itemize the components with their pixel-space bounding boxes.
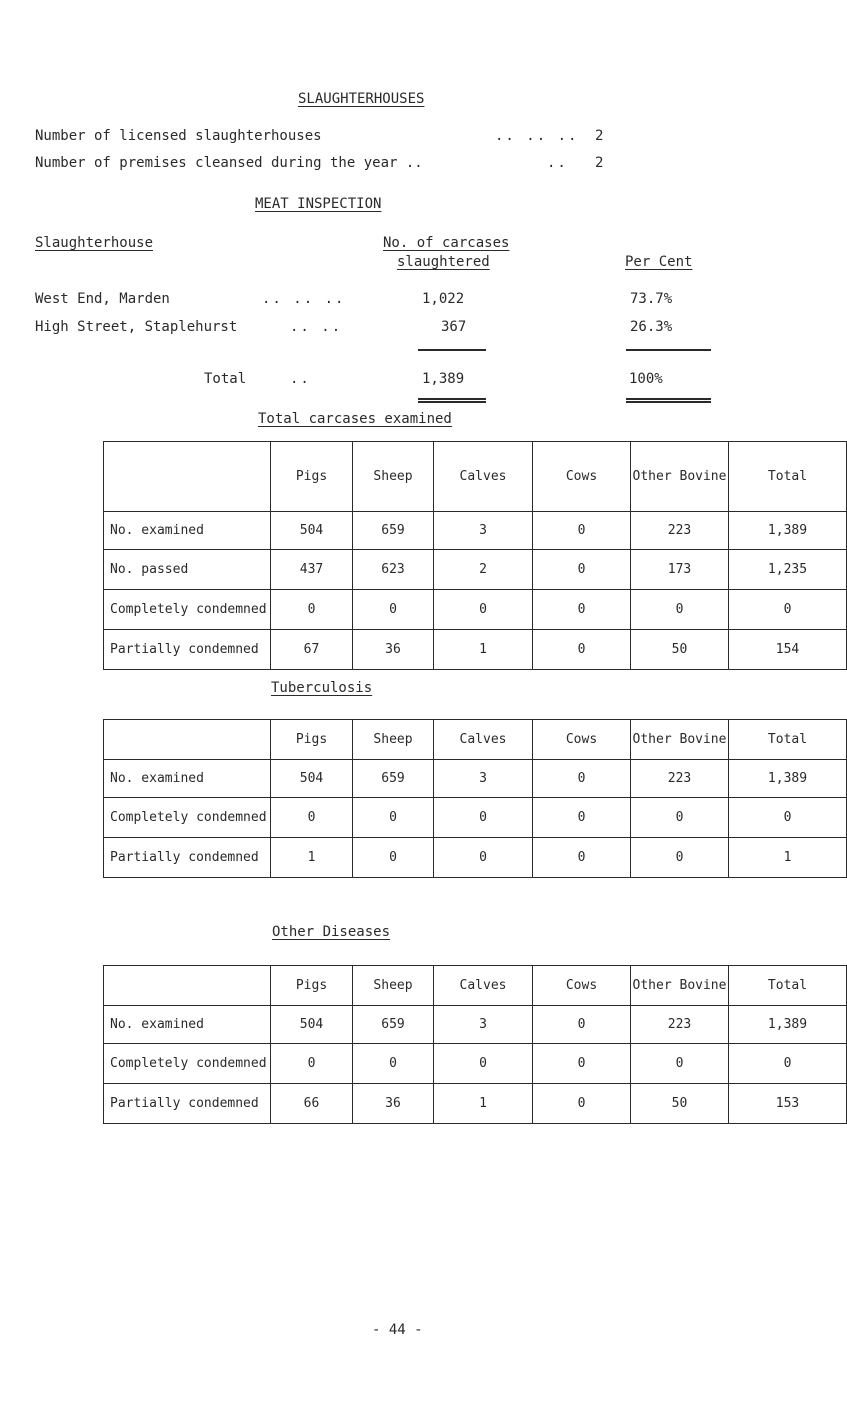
cell: 2 — [434, 550, 533, 590]
cell: 0 — [434, 590, 533, 630]
table-row — [104, 512, 847, 550]
row-label: No. examined — [104, 512, 271, 550]
header-slaughtered: slaughtered — [397, 254, 490, 270]
row-label: Completely condemned — [104, 1044, 271, 1084]
meat-inspection-title: MEAT INSPECTION — [255, 196, 382, 212]
col-header: Cows — [533, 442, 631, 512]
cell: 223 — [631, 1006, 729, 1044]
table-header-row — [104, 966, 847, 1006]
table-title: Other Diseases — [272, 924, 391, 940]
col-header: Other Bovine — [631, 720, 729, 760]
cell: 0 — [533, 798, 631, 838]
total-count: 1,389 — [422, 371, 465, 387]
col-header: Sheep — [353, 720, 434, 760]
slaughterhouse-name: West End, Marden — [35, 291, 170, 307]
subtotal-rule — [418, 349, 486, 351]
table-title: Tuberculosis — [271, 680, 373, 696]
slaughterhouse-name: High Street, Staplehurst — [35, 319, 238, 335]
cell: 0 — [631, 1044, 729, 1084]
cell: 0 — [533, 838, 631, 878]
col-header: Total — [729, 442, 847, 512]
col-header: Total — [729, 720, 847, 760]
cell: 0 — [631, 798, 729, 838]
cell: 0 — [533, 760, 631, 798]
total-double-rule — [626, 398, 711, 403]
page-number: - 44 - — [372, 1322, 423, 1338]
col-header: Pigs — [271, 966, 353, 1006]
cell: 67 — [271, 630, 353, 670]
col-header: Other Bovine — [631, 442, 729, 512]
cell: 1,389 — [729, 1006, 847, 1044]
header-per-cent: Per Cent — [625, 254, 693, 270]
carcase-count: 1,022 — [422, 291, 465, 307]
table-row — [104, 590, 847, 630]
cell: 1 — [434, 630, 533, 670]
col-header: Calves — [434, 442, 533, 512]
row-label: Partially condemned — [104, 1084, 271, 1124]
total-percent: 100% — [629, 371, 663, 387]
corner-cell — [104, 966, 271, 1006]
cell: 0 — [353, 798, 434, 838]
cell: 3 — [434, 760, 533, 798]
row-label: No. examined — [104, 760, 271, 798]
page-title: SLAUGHTERHOUSES — [298, 91, 425, 107]
col-header: Pigs — [271, 442, 353, 512]
col-header: Other Bovine — [631, 966, 729, 1006]
cell: 0 — [533, 590, 631, 630]
table-row — [104, 630, 847, 670]
cell: 223 — [631, 760, 729, 798]
carcases-examined-table — [103, 441, 847, 670]
cell: 1,235 — [729, 550, 847, 590]
summary-dots: .. .. .. — [495, 128, 579, 144]
total-dots: .. — [290, 371, 311, 387]
table-row — [104, 1084, 847, 1124]
cell: 0 — [729, 798, 847, 838]
cell: 0 — [631, 838, 729, 878]
cell: 0 — [434, 838, 533, 878]
cell: 50 — [631, 1084, 729, 1124]
cell: 0 — [729, 1044, 847, 1084]
corner-cell — [104, 720, 271, 760]
cell: 1 — [729, 838, 847, 878]
table-title: Total carcases examined — [258, 411, 452, 427]
row-dots: .. .. — [290, 319, 343, 335]
header-slaughterhouse: Slaughterhouse — [35, 235, 154, 251]
cell: 0 — [271, 798, 353, 838]
cell: 223 — [631, 512, 729, 550]
other-diseases-table — [103, 965, 847, 1124]
cell: 0 — [434, 798, 533, 838]
cell: 0 — [533, 1084, 631, 1124]
cell: 504 — [271, 760, 353, 798]
tuberculosis-table — [103, 719, 847, 878]
cell: 0 — [434, 1044, 533, 1084]
table-row — [104, 760, 847, 798]
percent-value: 73.7% — [630, 291, 673, 307]
corner-cell — [104, 442, 271, 512]
table-header-row — [104, 442, 847, 512]
cell: 3 — [434, 1006, 533, 1044]
table-row — [104, 798, 847, 838]
percent-value: 26.3% — [630, 319, 673, 335]
cell: 0 — [353, 590, 434, 630]
table-row — [104, 838, 847, 878]
subtotal-rule — [626, 349, 711, 351]
cell: 0 — [533, 512, 631, 550]
cell: 659 — [353, 760, 434, 798]
cell: 1 — [271, 838, 353, 878]
cell: 66 — [271, 1084, 353, 1124]
total-double-rule — [418, 398, 486, 403]
cell: 623 — [353, 550, 434, 590]
cell: 0 — [353, 838, 434, 878]
cell: 504 — [271, 1006, 353, 1044]
row-label: Completely condemned — [104, 798, 271, 838]
cell: 0 — [271, 1044, 353, 1084]
total-label: Total — [204, 371, 247, 387]
col-header: Pigs — [271, 720, 353, 760]
col-header: Calves — [434, 966, 533, 1006]
cell: 36 — [353, 1084, 434, 1124]
cell: 1 — [434, 1084, 533, 1124]
summary-value: 2 — [595, 155, 604, 171]
table-row — [104, 1044, 847, 1084]
summary-value: 2 — [595, 128, 604, 144]
cell: 0 — [729, 590, 847, 630]
header-carcases: No. of carcases — [383, 235, 510, 251]
cell: 36 — [353, 630, 434, 670]
cell: 153 — [729, 1084, 847, 1124]
row-label: Partially condemned — [104, 630, 271, 670]
table-header-row — [104, 720, 847, 760]
row-label: No. passed — [104, 550, 271, 590]
cell: 437 — [271, 550, 353, 590]
cell: 659 — [353, 512, 434, 550]
col-header: Sheep — [353, 966, 434, 1006]
cell: 1,389 — [729, 760, 847, 798]
cell: 0 — [271, 590, 353, 630]
cell: 154 — [729, 630, 847, 670]
cell: 0 — [533, 1006, 631, 1044]
cell: 0 — [533, 630, 631, 670]
row-label: Completely condemned — [104, 590, 271, 630]
row-label: No. examined — [104, 1006, 271, 1044]
summary-label: Number of licensed slaughterhouses — [35, 128, 322, 144]
table-row — [104, 1006, 847, 1044]
col-header: Total — [729, 966, 847, 1006]
cell: 0 — [533, 1044, 631, 1084]
cell: 1,389 — [729, 512, 847, 550]
col-header: Cows — [533, 966, 631, 1006]
summary-dots: .. — [547, 155, 568, 171]
cell: 504 — [271, 512, 353, 550]
cell: 173 — [631, 550, 729, 590]
cell: 3 — [434, 512, 533, 550]
cell: 0 — [631, 590, 729, 630]
row-dots: .. .. .. — [262, 291, 346, 307]
table-row — [104, 550, 847, 590]
cell: 659 — [353, 1006, 434, 1044]
cell: 0 — [533, 550, 631, 590]
cell: 50 — [631, 630, 729, 670]
col-header: Sheep — [353, 442, 434, 512]
col-header: Calves — [434, 720, 533, 760]
cell: 0 — [353, 1044, 434, 1084]
carcase-count: 367 — [441, 319, 467, 335]
row-label: Partially condemned — [104, 838, 271, 878]
col-header: Cows — [533, 720, 631, 760]
summary-label: Number of premises cleansed during the year .. — [35, 155, 423, 171]
